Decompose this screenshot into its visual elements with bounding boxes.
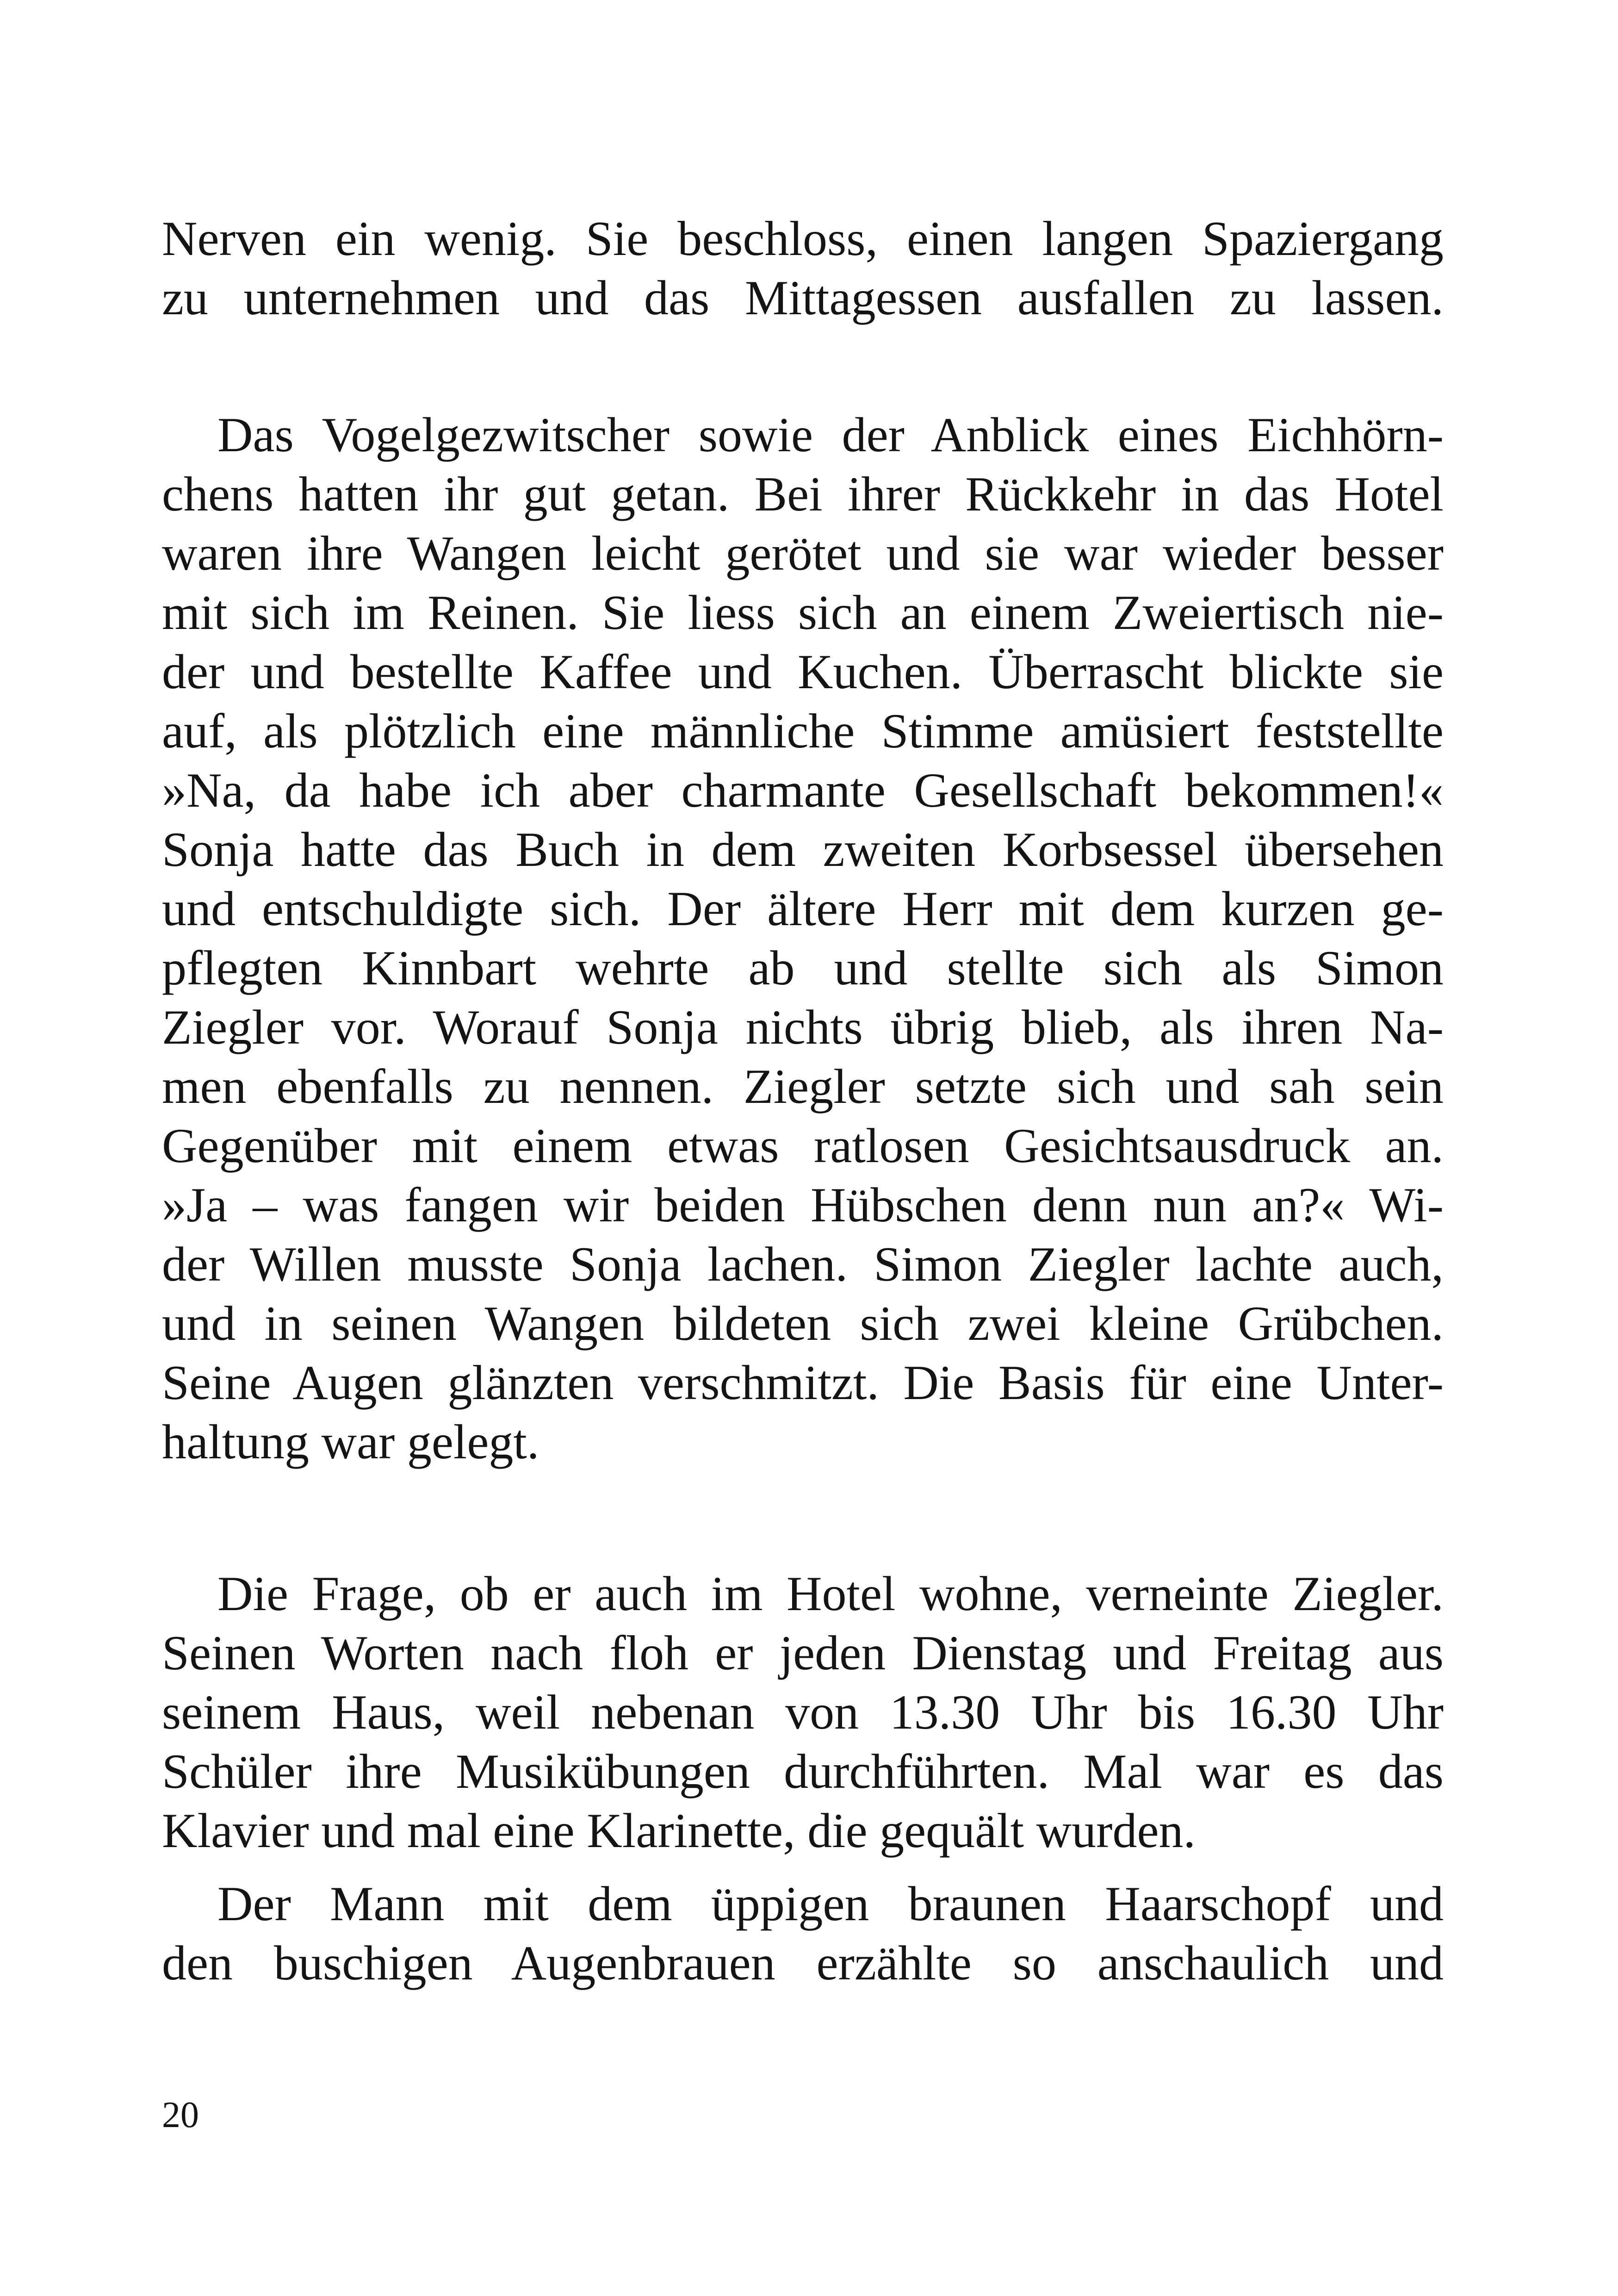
text-line: und in seinen Wangen bildeten sich zwei kleine Grübchen. bbox=[162, 1296, 1444, 1350]
paragraph-2 bbox=[162, 405, 1444, 1472]
text-line: Das Vogelgezwitscher sowie der Anblick eines Eichhörn- bbox=[217, 408, 1444, 462]
text-line: Ziegler vor. Worauf Sonja nichts übrig blieb, als ihren Na- bbox=[162, 1000, 1444, 1054]
text-line: Der Mann mit dem üppigen braunen Haarschopf und bbox=[217, 1877, 1444, 1931]
text-line: den buschigen Augenbrauen erzählte so anschaulich und bbox=[162, 1936, 1444, 1990]
text-line: »Na, da habe ich aber charmante Gesellschaft bekommen!« bbox=[162, 763, 1444, 817]
text-line: Nerven ein wenig. Sie beschloss, einen langen Spaziergang bbox=[162, 212, 1444, 266]
text-line: Gegenüber mit einem etwas ratlosen Gesichtsausdruck an. bbox=[162, 1119, 1444, 1173]
text-line: seinem Haus, weil nebenan von 13.30 Uhr bis 16.30 Uhr bbox=[162, 1685, 1444, 1739]
text-line: Seine Augen glänzten verschmitzt. Die Basis für eine Unter- bbox=[162, 1356, 1444, 1410]
text-line: Die Frage, ob er auch im Hotel wohne, verneinte Ziegler. bbox=[217, 1567, 1444, 1621]
text-line: Schüler ihre Musikübungen durchführten. Mal war es das bbox=[162, 1744, 1444, 1798]
paragraph-1 bbox=[162, 209, 1444, 328]
text-line: haltung war gelegt. bbox=[162, 1415, 539, 1469]
text-line: und entschuldigte sich. Der ältere Herr mit dem kurzen ge- bbox=[162, 882, 1444, 936]
text-line: men ebenfalls zu nennen. Ziegler setzte sich und sah sein bbox=[162, 1059, 1444, 1114]
page-number: 20 bbox=[162, 2095, 199, 2135]
text-line: Sonja hatte das Buch in dem zweiten Korbsessel übersehen bbox=[162, 822, 1444, 877]
text-line: pflegten Kinnbart wehrte ab und stellte sich als Simon bbox=[162, 941, 1444, 995]
text-line: »Ja – was fangen wir beiden Hübschen denn nun an?« Wi- bbox=[162, 1178, 1444, 1232]
text-line: Seinen Worten nach floh er jeden Dienstag und Freitag aus bbox=[162, 1626, 1444, 1680]
text-line: der und bestellte Kaffee und Kuchen. Überrascht blickte sie bbox=[162, 645, 1444, 699]
text-line: der Willen musste Sonja lachen. Simon Ziegler lachte auch, bbox=[162, 1237, 1444, 1291]
text-line: mit sich im Reinen. Sie liess sich an einem Zweiertisch nie- bbox=[162, 585, 1444, 640]
text-line: waren ihre Wangen leicht gerötet und sie war wieder besser bbox=[162, 526, 1444, 580]
paragraph-4 bbox=[162, 1874, 1444, 1993]
paragraph-3 bbox=[162, 1564, 1444, 1860]
text-line: Klavier und mal eine Klarinette, die gequält wurden. bbox=[162, 1804, 1196, 1858]
text-line: auf, als plötzlich eine männliche Stimme amüsiert feststellte bbox=[162, 704, 1444, 758]
text-line: chens hatten ihr gut getan. Bei ihrer Rückkehr in das Hotel bbox=[162, 467, 1444, 521]
text-line: zu unternehmen und das Mittagessen ausfallen zu lassen. bbox=[162, 271, 1444, 325]
